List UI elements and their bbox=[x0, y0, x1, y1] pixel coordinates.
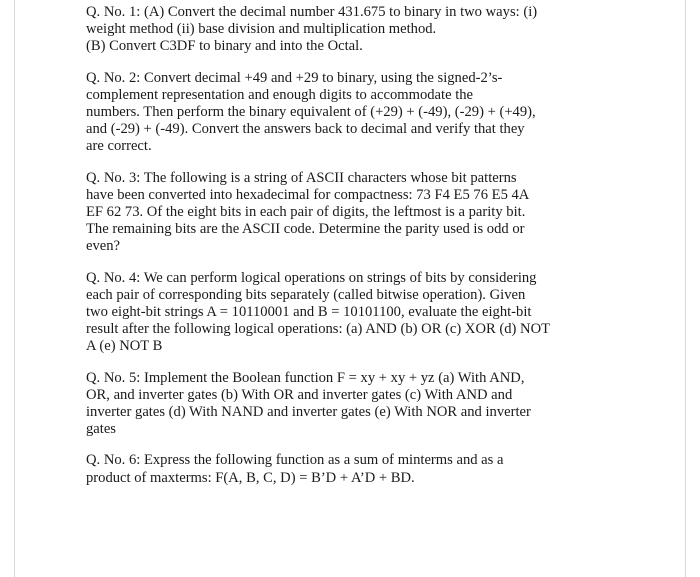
question-line: numbers. Then perform the binary equivalent of (+29) + (-49), (-29) + (+49), bbox=[86, 104, 536, 121]
question-list bbox=[86, 4, 616, 501]
question-line: Q. No. 4: We can perform logical operations on strings of bits by considering bbox=[86, 269, 537, 286]
question-line: and (-29) + (-49). Convert the answers back to decimal and verify that they bbox=[86, 121, 525, 138]
question-line: gates bbox=[86, 421, 116, 438]
question-1 bbox=[86, 4, 616, 56]
question-line: A (e) NOT B bbox=[86, 338, 163, 355]
question-line: result after the following logical operations: (a) AND (b) OR (c) XOR (d) NOT bbox=[86, 321, 551, 338]
question-line: two eight-bit strings A = 10110001 and B = 10101100, evaluate the eight-bit bbox=[86, 304, 532, 321]
question-6 bbox=[86, 452, 616, 486]
question-line: are correct. bbox=[86, 138, 152, 155]
question-line: Q. No. 3: The following is a string of ASCII characters whose bit patterns bbox=[86, 169, 517, 186]
question-line: EF 62 73. Of the eight bits in each pair of digits, the leftmost is a parity bit. bbox=[86, 204, 526, 221]
question-line: even? bbox=[86, 238, 121, 255]
question-line: (B) Convert C3DF to binary and into the Octal. bbox=[86, 38, 363, 55]
question-line: product of maxterms: F(A, B, C, D) = B’D + A’D + BD. bbox=[86, 469, 415, 486]
question-line: have been converted into hexadecimal for compactness: 73 F4 E5 76 E5 4A bbox=[86, 186, 530, 203]
question-line: each pair of corresponding bits separately (called bitwise operation). Given bbox=[86, 286, 526, 303]
question-line: Q. No. 6: Express the following function as a sum of minterms and as a bbox=[86, 452, 504, 469]
left-margin-rule bbox=[14, 0, 15, 577]
question-line: inverter gates (d) With NAND and inverter gates (e) With NOR and inverter bbox=[86, 404, 531, 421]
question-line: The remaining bits are the ASCII code. Determine the parity used is odd or bbox=[86, 221, 525, 238]
question-line: OR, and inverter gates (b) With OR and inverter gates (c) With AND and bbox=[86, 386, 513, 403]
question-line: weight method (ii) base division and multiplication method. bbox=[86, 21, 437, 38]
question-line: Q. No. 2: Convert decimal +49 and +29 to binary, using the signed-2’s- bbox=[86, 69, 503, 86]
question-5 bbox=[86, 370, 616, 439]
question-line: complement representation and enough digits to accommodate the bbox=[86, 86, 474, 103]
question-2 bbox=[86, 70, 616, 156]
question-line: Q. No. 1: (A) Convert the decimal number 431.675 to binary in two ways: (i) bbox=[86, 4, 538, 20]
question-3 bbox=[86, 170, 616, 256]
question-line: Q. No. 5: Implement the Boolean function F = xy + xy + yz (a) With AND, bbox=[86, 369, 525, 386]
question-4 bbox=[86, 270, 616, 356]
right-margin-rule bbox=[685, 0, 686, 577]
